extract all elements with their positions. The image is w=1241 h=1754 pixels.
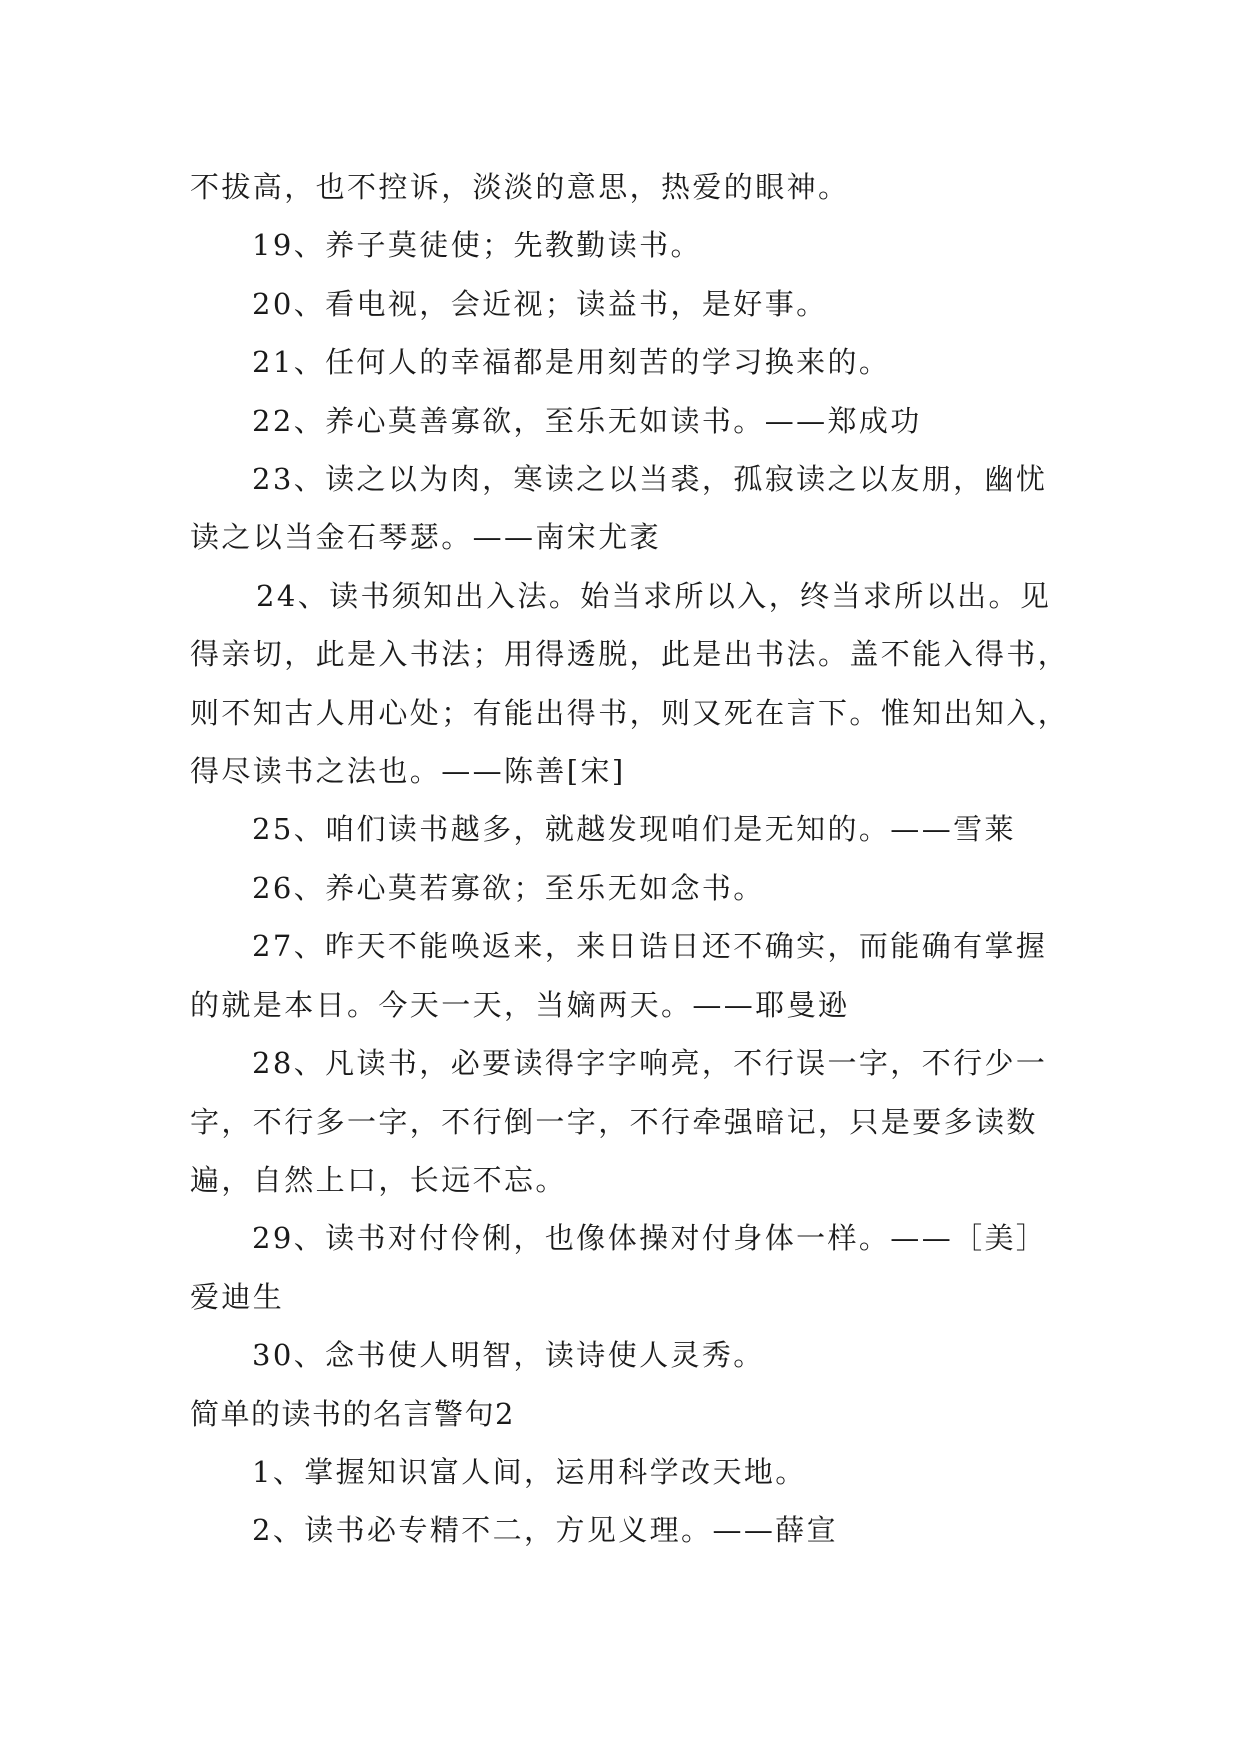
quote-item-25: 25、咱们读书越多，就越发现咱们是无知的。——雪莱 [252, 812, 1016, 847]
section-heading: 简单的读书的名言警句2 [190, 1396, 515, 1431]
quote-item-23: 23、读之以为肉，寒读之以当裘，孤寂读之以友朋，幽忧读之以当金石琴瑟。——南宋尤袤 [190, 462, 1048, 555]
quote-item-22: 22、养心莫善寡欲，至乐无如读书。——郑成功 [252, 403, 922, 438]
quote-item-29: 29、读书对付伶俐，也像体操对付身体一样。——［美］爱迪生 [190, 1221, 1048, 1314]
quote-item-28: 28、凡读书，必要读得字字响亮，不行误一字，不行少一字，不行多一字，不行倒一字，不行牵强暗记，只是要多读数遍，自然上口，长远不忘。 [190, 1046, 1048, 1197]
quote-item-24: 24、读书须知出入法。始当求所以入，终当求所以出。见得亲切，此是入书法；用得透脱，此是出书法。盖不能入得书，则不知古人用心处；有能出得书，则又死在言下。惟知出知入，得尽读书之法也。——陈善[宋] [190, 578, 1070, 789]
paragraph-continuation: 不拔高，也不控诉，淡淡的意思，热爱的眼神。 [190, 170, 850, 204]
document-body [190, 158, 1070, 1560]
quote-item-30: 30、念书使人明智，读诗使人灵秀。 [252, 1338, 765, 1373]
quote-item-27: 27、昨天不能唤返来，来日诰日还不确实，而能确有掌握的就是本日。今天一天，当嫡两天。——耶曼逊 [190, 929, 1048, 1022]
section-quote-item-1: 1、掌握知识富人间，运用科学改天地。 [252, 1454, 807, 1489]
quote-item-21: 21、任何人的幸福都是用刻苦的学习换来的。 [252, 345, 891, 380]
quote-item-26: 26、养心莫若寡欲；至乐无如念书。 [252, 870, 765, 905]
quote-item-20: 20、看电视，会近视；读益书，是好事。 [252, 286, 828, 321]
quote-item-19: 19、养子莫徒使；先教勤读书。 [252, 228, 702, 263]
section-quote-item-2: 2、读书必专精不二，方见义理。——薛宣 [252, 1513, 839, 1548]
